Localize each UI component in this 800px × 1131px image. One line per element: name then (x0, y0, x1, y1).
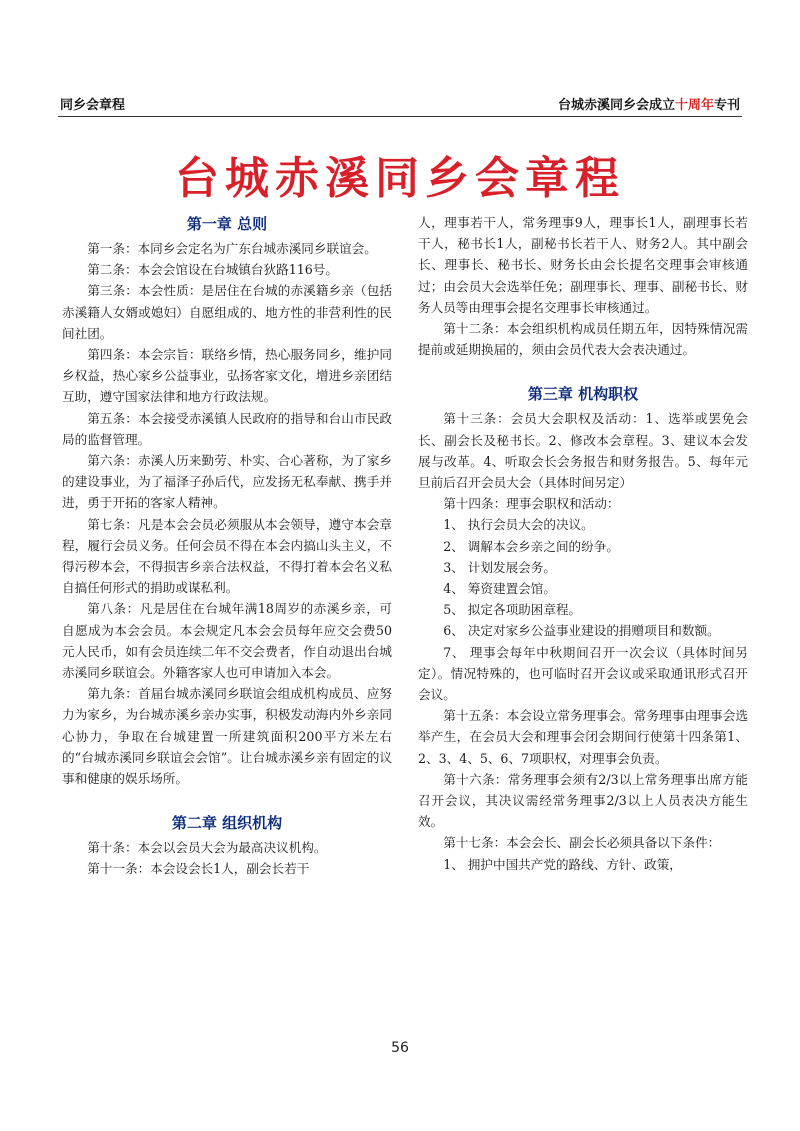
running-header-left: 同乡会章程 (60, 98, 126, 113)
list-item: 6、 决定对家乡公益事业建设的捐赠项目和数额。 (443, 623, 720, 639)
list-item: 4、 筹资建置会馆。 (443, 581, 556, 597)
right-column (418, 212, 748, 875)
running-header-right (558, 94, 740, 113)
article-paragraph: 第五条：本会接受赤溪镇人民政府的指导和台山市民政局的监督管理。 (62, 410, 392, 447)
header-right-prefix: 台城赤溪同乡会成立 (557, 98, 675, 113)
article-paragraph: 第七条：凡是本会会员必须服从本会领导，遵守本会章程，履行会员义务。任何会员不得在本会内搞山头主义，不得污秽本会，不得损害乡亲合法权益，不得打着本会名义私自搞任何形式的捐助或谋私利。 (62, 516, 392, 596)
article-paragraph: 第十条：本会以会员大会为最高决议机构。 (87, 840, 327, 856)
list-item: 1、 执行会员大会的决议。 (443, 517, 594, 533)
article-paragraph: 第十五条：本会设立常务理事会。常务理事由理事会选举产生，在会员大会和理事会闭会期间行使第十四条第1、2、3、4、5、6、7项职权，对理事会负责。 (418, 708, 748, 766)
article-paragraph: 第十二条：本会组织机构成员任期五年，因特殊情况需提前或延期换届的，须由会员代表大会表决通过。 (418, 321, 748, 358)
section-gap (418, 360, 748, 382)
chapter-2-heading: 第二章 组织机构 (171, 814, 283, 833)
article-paragraph: 第十三条：会员大会职权及活动：1、选举或罢免会长、副会长及秘书长。2、修改本会章程。3、建议本会发展与改革。4、听取会长会务报告和财务报告。5、每年元旦前后召开会员大会（具体时间另定） (418, 411, 748, 491)
list-item: 7、 理事会每年中秋期间召开一次会议（具体时间另定）。情况特殊的，也可临时召开会议或采取通讯形式召开会议。 (418, 644, 748, 703)
article-paragraph: 第三条：本会性质：是居住在台城的赤溪籍乡亲（包括赤溪籍人女婿或媳妇）自愿组成的、地方性的非营利性的民间社团。 (62, 283, 392, 341)
article-paragraph: 第十四条：理事会职权和活动： (443, 496, 620, 512)
article-paragraph: 第八条：凡是居住在台城年满18周岁的赤溪乡亲，可自愿成为本会会员。本会规定凡本会会员每年应交会费50元人民币，如有会员连续二年不交会费者，作自动退出台城赤溪同乡联谊会。外籍客家人也可申请加入本会。 (62, 601, 392, 681)
section-gap (62, 789, 392, 811)
article-paragraph: 第四条：本会宗旨：联络乡情，热心服务同乡，维护同乡权益，热心家乡公益事业，弘扬客家文化，增进乡亲团结互助，遵守国家法律和地方行政法规。 (62, 347, 392, 405)
chapter-3-heading: 第三章 机构职权 (527, 385, 639, 404)
article-paragraph: 第九条：首届台城赤溪同乡联谊会组成机构成员、应努力为家乡，为台城赤溪乡亲办实事，积极发动海内外乡亲同心协力，争取在台城建置一所建筑面积200平方米左右的“台城赤溪同乡联谊会会馆”。让台城赤溪乡亲有固定的议事和健康的娱乐场所。 (62, 686, 392, 787)
article-paragraph: 第二条：本会会馆设在台城镇台狄路116号。 (87, 262, 338, 278)
header-right-suffix: 专刊 (713, 98, 740, 113)
document-title: 台城赤溪同乡会章程 (175, 153, 625, 204)
article-paragraph: 第十六条：常务理事会须有2/3以上常务理事出席方能召开会议，其决议需经常务理事2/3以上人员表决方能生效。 (418, 771, 748, 830)
article-paragraph: 第十一条：本会设会长1人，副会长若干 (87, 861, 310, 877)
chapter-1-heading: 第一章 总则 (186, 215, 268, 233)
article-paragraph: 第一条：本同乡会定名为广东台城赤溪同乡联谊会。 (87, 241, 377, 256)
article-paragraph-continued: 人，理事若干人，常务理事9人，理事长1人，副理事长若干人，秘书长1人，副秘书长若干人、财务2人。其中副会长、理事长、秘书长、财务长由会长提名交理事会审核通过；由会员大会选举任免；副理事长、理事、副秘书长、财务人员等由理事会提名交理事长审核通过。 (418, 215, 748, 315)
list-item: 5、 拟定各项助困章程。 (443, 602, 582, 618)
article-paragraph: 第十七条：本会会长、副会长必须具备以下条件： (443, 835, 721, 851)
article-paragraph: 第六条：赤溪人历来勤劳、朴实、合心著称，为了家乡的建设事业，为了福泽子孙后代，应发扬无私奉献、携手并进，勇于开拓的客家人精神。 (62, 453, 392, 511)
page-number: 56 (391, 1040, 409, 1056)
list-item: 1、 拥护中国共产党的路线、方针、政策， (443, 856, 682, 872)
list-item: 3、 计划发展会务。 (443, 559, 556, 575)
list-item: 2、 调解本会乡亲之间的纷争。 (443, 538, 619, 554)
header-divider (58, 116, 742, 117)
left-column (62, 212, 392, 880)
header-right-highlight: 十周年 (674, 98, 714, 113)
